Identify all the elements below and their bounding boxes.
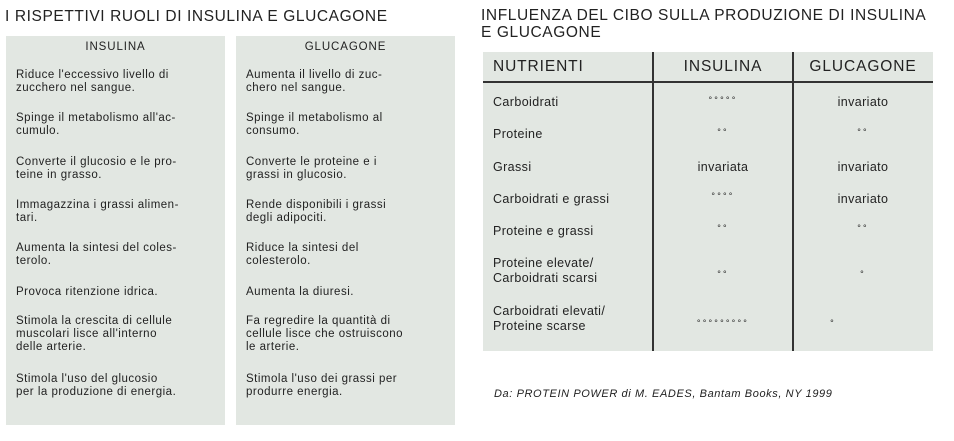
table-row-nutrient: Carboidrati elevati/ Proteine scarse [493,304,606,333]
insulin-level: °°°°° [708,95,738,105]
glucagon-role-item: Riduce la sintesi del colesterolo. [246,242,359,267]
insulin-role-item: Aumenta la sintesi del coles- terolo. [16,242,177,267]
insulin-level: °° [717,127,729,137]
left-title: I RISPETTIVI RUOLI DI INSULINA E GLUCAGONE [5,8,388,25]
header-glucagon: GLUCAGONE [809,58,917,75]
insulin-role-item: Immagazzina i grassi alimen- tari. [16,199,179,224]
glucagon-level: invariato [837,95,889,109]
glucagon-role-item: Spinge il metabolismo al consumo. [246,112,383,137]
table-row-nutrient: Proteine [493,127,543,141]
insulin-role-item: Provoca ritenzione idrica. [16,286,159,298]
food-influence-table [483,52,933,351]
insulin-role-item: Spinge il metabolismo all'ac- cumulo. [16,112,176,137]
glucagon-role-item: Fa regredire la quantità di cellule lisce che ostruiscono le arterie. [246,315,404,353]
insulin-level: °°°°°°°°° [696,318,750,328]
insulin-role-item: Converte il glucosio e le pro- teine in grasso. [16,156,177,181]
insulin-level: °°°° [711,191,735,201]
header-insulin: INSULINA [683,58,763,75]
insulin-roles-header: INSULINA [85,41,146,53]
glucagon-role-item: Rende disponibili i grassi degli adipociti. [246,199,387,224]
glucagon-role-item: Aumenta il livello di zuc- chero nel sangue. [246,69,383,94]
table-row-nutrient: Carboidrati [493,95,559,109]
glucagon-role-item: Converte le proteine e i grassi in glucosio. [246,156,377,181]
table-row-nutrient: Proteine elevate/ Carboidrati scarsi [493,256,598,285]
insulin-level: invariata [697,160,749,174]
glucagon-level: ° [860,269,866,279]
glucagon-level: ° [830,318,836,328]
glucagon-roles-header: GLUCAGONE [304,41,387,53]
right-title: INFLUENZA DEL CIBO SULLA PRODUZIONE DI INSULINA E GLUCAGONE [481,7,926,41]
insulin-level: °° [717,269,729,279]
source-citation: Da: PROTEIN POWER di M. EADES, Bantam Books, NY 1999 [494,388,833,400]
table-row-nutrient: Carboidrati e grassi [493,192,610,206]
glucagon-role-item: Stimola l'uso dei grassi per produrre energia. [246,373,398,398]
glucagon-level: °° [857,127,869,137]
header-nutrients: NUTRIENTI [493,58,584,75]
header-divider [483,81,933,83]
insulin-role-item: Stimola l'uso del glucosio per la produzione di energia. [16,373,177,398]
glucagon-role-item: Aumenta la diuresi. [246,286,354,298]
insulin-level: °° [717,223,729,233]
glucagon-level: invariato [837,192,889,206]
insulin-role-item: Stimola la crescita di cellule muscolari lisce all'interno delle arterie. [16,315,173,353]
insulin-roles-panel [6,36,225,425]
table-row-nutrient: Grassi [493,160,532,174]
glucagon-roles-panel [236,36,455,425]
insulin-role-item: Riduce l'eccessivo livello di zucchero nel sangue. [16,69,169,94]
table-row-nutrient: Proteine e grassi [493,224,594,238]
glucagon-level: °° [857,223,869,233]
glucagon-level: invariato [837,160,889,174]
